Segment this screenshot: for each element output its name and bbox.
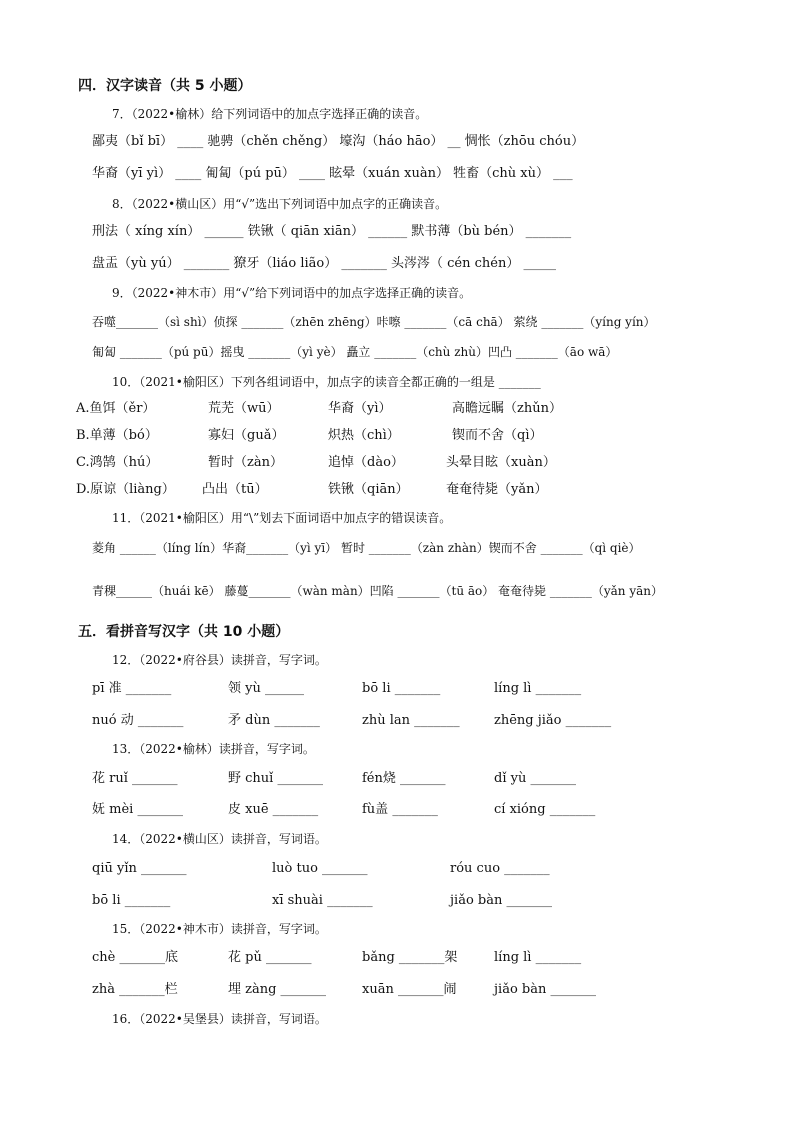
question-11-row-1: 菱角 ______（líng lín）华裔_______（yì yī） 暂时 _______（zàn zhàn）锲而不舍 _______（qì qiè） (92, 541, 641, 555)
option-a-2: 荒芜（wū） (208, 401, 280, 416)
question-11-stem: 11．（2021•榆阳区）用“\”划去下面词语中加点字的错误读音。 (112, 511, 452, 525)
option-d-1: D.原谅（liàng） (76, 482, 175, 497)
q15-item-3: bǎng _______架 (362, 950, 458, 965)
q13-item-1: 花 ruǐ _______ (92, 771, 178, 786)
question-8-stem: 8．（2022•横山区）用“√”选出下列词语中加点字的正确读音。 (112, 197, 448, 211)
q12-item-1: pī 准 _______ (92, 681, 172, 696)
question-14-stem: 14．（2022•横山区）读拼音，写词语。 (112, 832, 327, 846)
option-b-3: 炽热（chì） (328, 428, 400, 443)
question-9-row-1: 吞噬_______（sì shì）侦探 _______（zhēn zhēng）咔嚓 _______（cā chā） 萦绕 _______（yíng yín） (92, 315, 656, 329)
option-c-4: 头晕目眩（xuàn） (446, 455, 556, 470)
q13-item-6: 皮 xuē _______ (228, 802, 319, 817)
question-10-stem: 10．（2021•榆阳区）下列各组词语中，加点字的读音全都正确的一组是 _______ (112, 375, 541, 389)
q15-item-4: líng lì _______ (494, 950, 582, 965)
question-9-stem: 9．（2022•神木市）用“√”给下列词语中的加点字选择正确的读音。 (112, 286, 472, 300)
q12-item-5: nuó 动 _______ (92, 713, 184, 728)
option-d-3: 铁锹（qiān） (328, 482, 409, 497)
q13-item-4: dǐ yù _______ (494, 771, 576, 786)
question-16-stem: 16．（2022•吴堡县）读拼音，写词语。 (112, 1012, 327, 1026)
q15-item-8: jiǎo bàn _______ (494, 982, 596, 997)
q14-item-6: jiǎo bàn _______ (450, 893, 552, 908)
question-7-row-2: 华裔（yī yì） ____ 匍匐（pú pū） ____ 眩晕（xuán xuàn） 牲畜（chù xù） ___ (92, 166, 573, 181)
option-d-2: 凸出（tū） (202, 482, 268, 497)
q15-item-2: 花 pǔ _______ (228, 950, 312, 965)
option-c-3: 追悼（dào） (328, 455, 404, 470)
q14-item-5: xī shuài _______ (272, 893, 373, 908)
section-5-title: 五．看拼音写汉字（共 10 小题） (78, 624, 290, 640)
q13-item-7: fù盖 _______ (362, 802, 438, 817)
option-a-3: 华裔（yì） (328, 401, 392, 416)
q12-item-4: líng lì _______ (494, 681, 582, 696)
q14-item-3: róu cuo _______ (450, 861, 550, 876)
q13-item-5: 妩 mèi _______ (92, 802, 183, 817)
question-7-row-1: 鄙夷（bǐ bī） ____ 驰骋（chěn chěng） 壕沟（háo hāo） __ 惆怅（zhōu chóu） (92, 134, 585, 149)
q15-item-1: chè _______底 (92, 950, 178, 965)
question-9-row-2: 匍匐 _______（pú pū）摇曳 _______（yì yè） 矗立 _______（chù zhù）凹凸 _______（āo wā） (92, 345, 618, 359)
q12-item-6: 矛 dùn _______ (228, 713, 320, 728)
option-c-1: C.鸿鹄（hú） (76, 455, 159, 470)
q15-item-5: zhà _______栏 (92, 982, 178, 997)
question-13-stem: 13．（2022•榆林）读拼音，写字词。 (112, 742, 315, 756)
q14-item-1: qiū yǐn _______ (92, 861, 187, 876)
q13-item-8: cí xióng _______ (494, 802, 596, 817)
option-b-1: B.单薄（bó） (76, 428, 158, 443)
option-c-2: 暂时（zàn） (208, 455, 283, 470)
question-12-stem: 12．（2022•府谷县）读拼音，写字词。 (112, 653, 327, 667)
q14-item-4: bō li _______ (92, 893, 171, 908)
question-8-row-1: 刑法（ xíng xín） ______ 铁锹（ qiān xiān） ______ 默书薄（bù bén） _______ (92, 224, 572, 239)
option-a-1: A.鱼饵（ěr） (76, 401, 156, 416)
q14-item-2: luò tuo _______ (272, 861, 368, 876)
option-a-4: 高瞻远瞩（zhǔn） (452, 401, 562, 416)
q13-item-2: 野 chuǐ _______ (228, 771, 323, 786)
q12-item-2: 领 yù ______ (228, 681, 304, 696)
question-11-row-2: 青稞______（huái kē） 藤蔓_______（wàn màn）凹陷 _______（tū āo） 奄奄待毙 _______（yǎn yān） (92, 584, 664, 598)
q15-item-6: 埋 zàng _______ (228, 982, 327, 997)
option-d-4: 奄奄待毙（yǎn） (446, 482, 548, 497)
section-4-title: 四．汉字读音（共 5 小题） (78, 78, 252, 94)
q13-item-3: fén烧 _______ (362, 771, 446, 786)
q15-item-7: xuān _______闹 (362, 982, 457, 997)
q12-item-7: zhù lan _______ (362, 713, 460, 728)
question-8-row-2: 盘盂（yù yú） _______ 獠牙（liáo lião） _______ 头涔涔（ cén chén） _____ (92, 256, 556, 271)
q12-item-3: bō li _______ (362, 681, 441, 696)
q12-item-8: zhēng jiǎo _______ (494, 713, 612, 728)
question-15-stem: 15．（2022•神木市）读拼音，写字词。 (112, 922, 327, 936)
option-b-2: 寡妇（guǎ） (208, 428, 285, 443)
option-b-4: 锲而不舍（qì） (452, 428, 543, 443)
question-7-stem: 7．（2022•榆林）给下列词语中的加点字选择正确的读音。 (112, 107, 428, 121)
